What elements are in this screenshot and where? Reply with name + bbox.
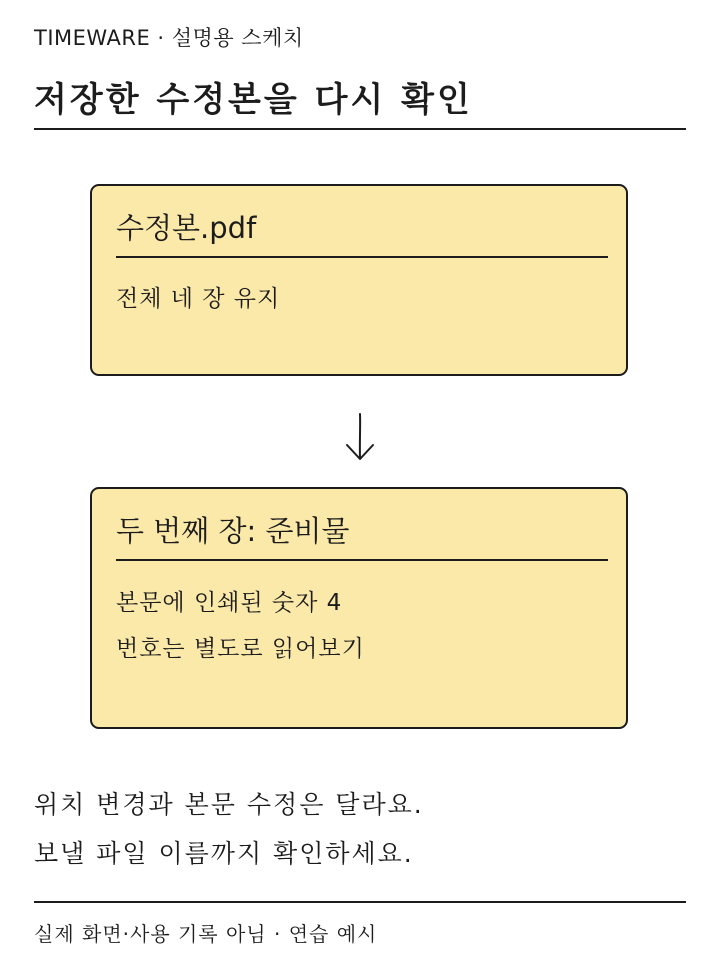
footer-disclaimer: 실제 화면·사용 기록 아님 · 연습 예시 xyxy=(34,922,378,946)
brand-label: TIMEWARE · 설명용 스케치 xyxy=(34,26,304,50)
page-card-line: 번호는 별도로 읽어보기 xyxy=(116,636,365,662)
page-card-divider xyxy=(116,559,608,561)
file-card-heading: 수정본.pdf xyxy=(116,211,257,245)
file-card-divider xyxy=(116,256,608,258)
page-card-heading: 두 번째 장: 준비물 xyxy=(116,514,350,548)
file-card-line: 전체 네 장 유지 xyxy=(116,286,281,312)
page-card xyxy=(90,487,628,729)
page-card-line: 본문에 인쇄된 숫자 4 xyxy=(116,590,343,616)
down-arrow-icon xyxy=(344,412,376,462)
page-title: 저장한 수정본을 다시 확인 xyxy=(34,80,473,120)
footer-divider xyxy=(34,901,686,903)
note-text: 보낼 파일 이름까지 확인하세요. xyxy=(34,839,414,868)
note-text: 위치 변경과 본문 수정은 달라요. xyxy=(34,790,424,819)
file-card xyxy=(90,184,628,376)
header-divider xyxy=(34,128,686,130)
